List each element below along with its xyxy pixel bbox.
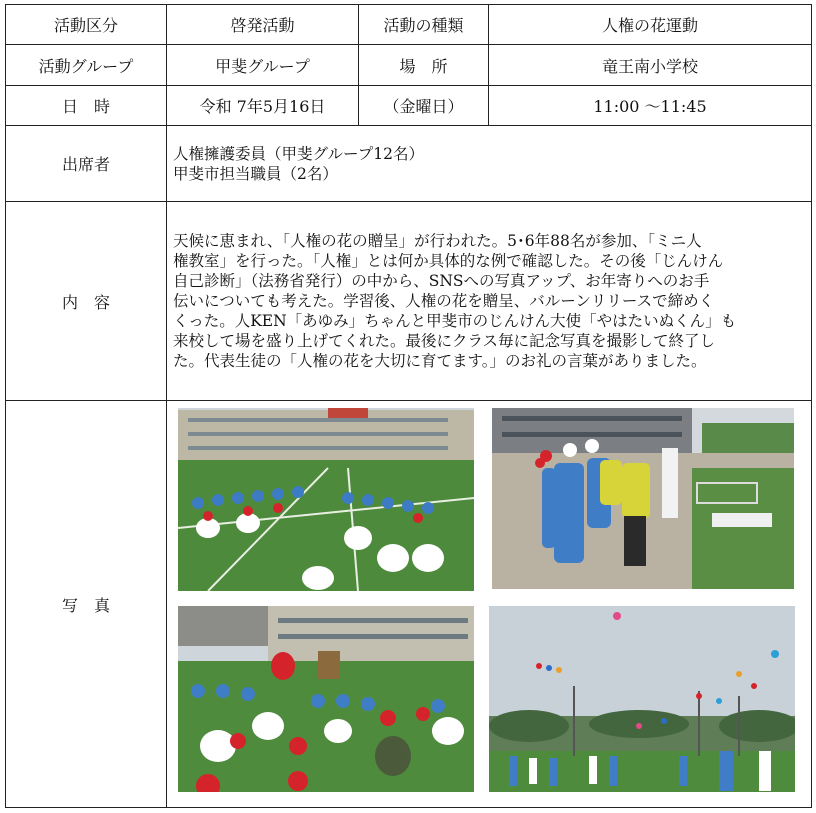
- type-value: 人権の花運動: [489, 5, 812, 45]
- category-value: 啓発活動: [167, 5, 359, 45]
- photos-label: 写 真: [6, 401, 167, 808]
- place-value: 竜王南小学校: [489, 45, 812, 86]
- content-line: 来校して場を盛り上げてくれた。最後にクラス毎に記念写真を撮影して終了し: [173, 332, 716, 350]
- attendee-line: 甲斐市担当職員（2名）: [173, 164, 338, 183]
- content-line: 伝いについても考えた。学習後、人権の花を贈呈、バルーンリリースで締めく: [173, 292, 715, 310]
- content-line: 自己診断」（法務省発行）の中から、SNSへの写真アップ、お年寄りへのお手: [173, 272, 710, 290]
- photo-flower-presentation: [492, 408, 794, 589]
- date-label: 日 時: [6, 86, 167, 126]
- content-line: た。代表生徒の「人権の花を大切に育てます。」のお礼の言葉がありました。: [173, 352, 707, 370]
- place-label: 場 所: [359, 45, 489, 86]
- attendee-line: 人権擁護委員（甲斐グループ12名）: [173, 144, 424, 163]
- row-attendees: [6, 126, 812, 202]
- row-date: [6, 86, 812, 126]
- content-cell: [167, 202, 812, 401]
- photo-balloon-release: [489, 606, 795, 792]
- date-value: 令和 7年5月16日: [167, 86, 359, 126]
- type-label: 活動の種類: [359, 5, 489, 45]
- content-line: くった。人KEN「あゆみ」ちゃんと甲斐市のじんけん大使「やはたいぬくん」も: [173, 312, 737, 330]
- time-value: 11:00 ～11:45: [489, 86, 812, 126]
- photo-students-seated: [178, 408, 474, 591]
- content-line: 天候に恵まれ、「人権の花の贈呈」が行われた。5･6年88名が参加、「ミニ人: [173, 232, 702, 250]
- content-label: 内 容: [6, 202, 167, 401]
- row-group: [6, 45, 812, 86]
- row-content: [6, 202, 812, 401]
- row-category: [6, 5, 812, 45]
- group-label: 活動グループ: [6, 45, 167, 86]
- attendees-label: 出席者: [6, 126, 167, 202]
- category-label: 活動区分: [6, 5, 167, 45]
- attendees-cell: [167, 126, 812, 202]
- content-line: 権教室」を行った。「人権」とは何か具体的な例で確認した。その後「じんけん: [173, 252, 724, 270]
- weekday-value: （金曜日）: [359, 86, 489, 126]
- group-value: 甲斐グループ: [167, 45, 359, 86]
- photo-mascots-with-students: [178, 606, 474, 792]
